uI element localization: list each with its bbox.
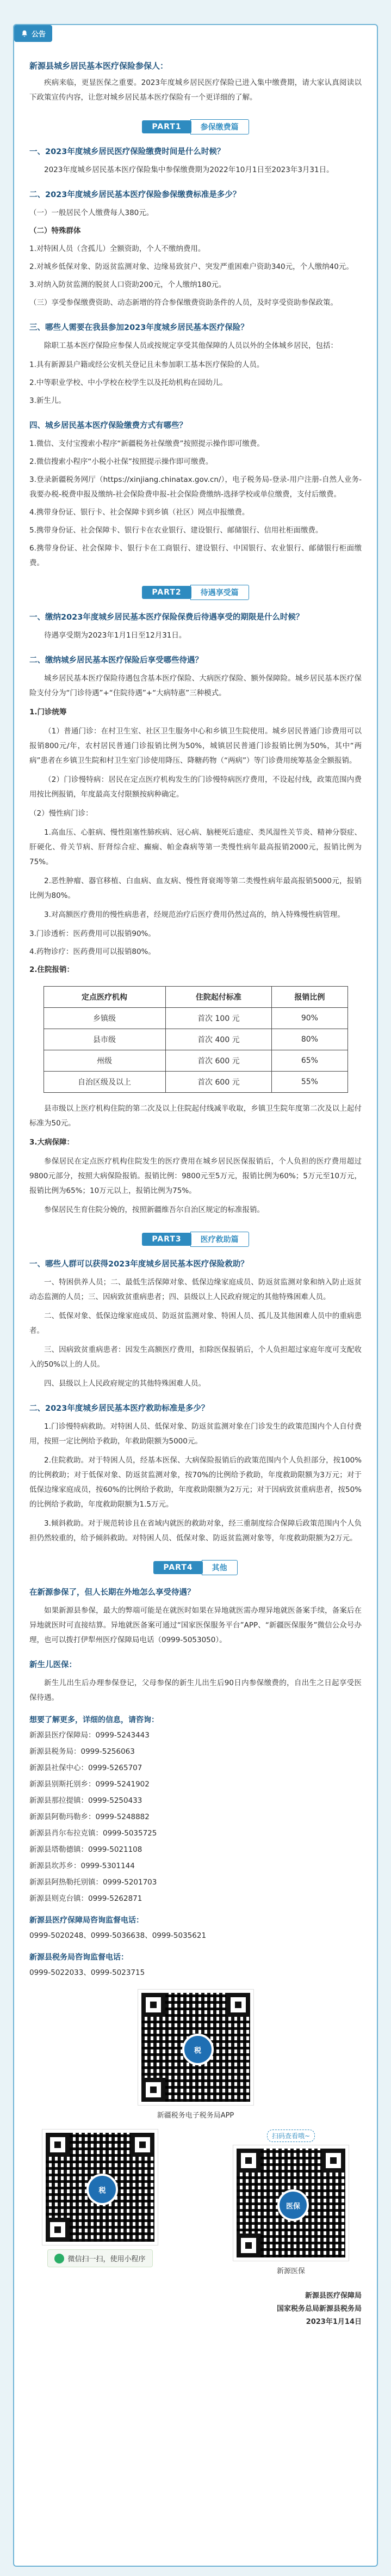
badge-label: 公告 bbox=[32, 30, 46, 39]
part4-name: 其他 bbox=[202, 1560, 238, 1575]
hotline-item: 新源县社保中心：0999-5265707 bbox=[29, 1764, 142, 1772]
table-cell: 首次 400 元 bbox=[165, 1029, 272, 1050]
major-title: 3.大病保障： bbox=[29, 1138, 75, 1147]
hotline-item: 新源县税务局：0999-5256063 bbox=[29, 1747, 135, 1756]
chronic-title: （2）慢性病门诊： bbox=[29, 809, 93, 818]
part2-q2-intro: 城乡居民基本医疗保险待遇包含基本医疗保险、大病医疗保险、额外保障险。城乡居民基本医疗保险支付分为“门诊待遇”+“住院待遇”+“大病特惠”三种模式。 bbox=[29, 674, 362, 697]
part1-q2-item: 2.对城乡低保对象、防返贫监测对象、边缘易致贫户、突发严重困难户资助340元，个人缴纳40元。 bbox=[29, 262, 353, 271]
part1-q3-item: 2.中等职业学校、中小学校在校学生以及托幼机构在园幼儿。 bbox=[29, 378, 227, 387]
miniprogram-qr-code[interactable] bbox=[42, 2130, 158, 2245]
part1-name: 参保缴费篇 bbox=[190, 119, 249, 134]
part1-q3-intro: 除职工基本医疗保险应参保人员或按规定享受其他保障的人员以外的全体城乡居民，包括： bbox=[44, 341, 338, 350]
part1-q3-item: 3.新生儿。 bbox=[29, 396, 66, 405]
notice-badge bbox=[14, 25, 52, 42]
table-cell: 90% bbox=[272, 1008, 347, 1029]
tax-logo-icon: 税 bbox=[86, 2174, 118, 2205]
part4-q1-title: 在新源参保了，但人长期在外地怎么享受待遇？ bbox=[29, 1588, 195, 1597]
part1-q4-item: 6.携带身份证、社会保障卡、银行卡在工商银行、建设银行、中国银行、农业银行、邮储银行柜面缴费。 bbox=[29, 544, 362, 567]
chronic-item: 2.恶性肿瘤、器官移植、白血病、血友病、慢性肾衰竭等第二类慢性病年最高报销5000元，报销比例为80%。 bbox=[29, 877, 362, 900]
monitor-phones: 0999-5020248、0999-5036638、0999-5035621 bbox=[29, 1931, 207, 1940]
part4-q2-text: 新生儿出生后办理参保登记，父母参保的新生儿出生后90日内参保缴费的，自出生之日起享受医保待遇。 bbox=[29, 1679, 362, 1702]
table-row bbox=[44, 1072, 347, 1093]
part2-q1-title: 一、缴纳2023年度城乡居民基本医疗保险保费后待遇享受的期限是什么时候？ bbox=[29, 613, 304, 622]
table-note: 县市级以上医疗机构住院的第二次及以上住院起付线减半收取，乡镇卫生院年度第二次及以上起付标准为50元。 bbox=[29, 1104, 362, 1128]
part2-label: PART2 bbox=[142, 586, 191, 599]
hotline-item: 新源县阿勒玛勒乡：0999-5248882 bbox=[29, 1813, 150, 1821]
table-cell: 自治区级及以上 bbox=[44, 1072, 165, 1093]
part3-q2-title: 二、2023年度城乡居民基本医疗救助标准是多少？ bbox=[29, 1404, 209, 1413]
bell-icon bbox=[21, 30, 28, 38]
outpatient-item: （2）门诊慢特病：居民在定点医疗机构发生的门诊慢特病医疗费用，不设起付线，政策范围内费用按比例报销，年度最高支付限额按病种确定。 bbox=[29, 775, 362, 799]
hotline-item: 新源县肖尔布拉克镇：0999-5035725 bbox=[29, 1829, 157, 1838]
left-qr-block bbox=[29, 2130, 171, 2275]
table-row bbox=[44, 1050, 347, 1072]
part1-q3-item: 1.具有新源县户籍或经公安机关登记且未参加职工基本医疗保险的人员。 bbox=[29, 360, 264, 369]
part1-q1-title: 一、2023年度城乡居民医疗保险缴费时间是什么时候？ bbox=[29, 148, 225, 156]
hotline-item: 新源县坎苏乡：0999-5301144 bbox=[29, 1862, 135, 1870]
medical-insurance-caption: 新源医保 bbox=[276, 2267, 305, 2275]
etax-qr-caption: 新疆税务电子税务局APP bbox=[157, 2112, 234, 2120]
part1-q4-item: 3.登录新疆税务网厅（https://xinjiang.chinatax.gov.cn/），电子税务局-登录-用户注册-自然人业务-我要办税-税费申报及缴纳-社会保险费申报-社会保险费缴纳-选择学校或单位缴费，支付后缴费。 bbox=[29, 475, 362, 499]
tax-title: 新源县税务局咨询监督电话： bbox=[29, 1953, 128, 1962]
footer-org: 新源县医疗保障局 bbox=[305, 2292, 362, 2300]
intro-paragraph: 疾病来临，更显医保之重要。2023年度城乡居民医疗保险已进入集中缴费期，请大家认真阅读以下政策宣传内容，让您对城乡居民基本医疗保险有一个更详细的了解。 bbox=[29, 78, 362, 102]
part1-header bbox=[29, 119, 362, 134]
table-row bbox=[44, 1029, 347, 1050]
table-header-row bbox=[44, 987, 347, 1008]
hotline-item: 新源县阿热勒托别镇：0999-5201703 bbox=[29, 1878, 157, 1887]
intro-title: 新源县城乡居民基本医疗保险参保人： bbox=[29, 61, 169, 71]
part3-label: PART3 bbox=[142, 1233, 191, 1246]
wechat-icon bbox=[54, 2254, 64, 2263]
footer-org: 国家税务总局新源县税务局 bbox=[276, 2305, 362, 2313]
hotline-item: 新源县塔勒德镇：0999-5021108 bbox=[29, 1845, 142, 1854]
medical-insurance-qr-code[interactable] bbox=[233, 2145, 349, 2261]
table-cell: 首次 600 元 bbox=[165, 1050, 272, 1072]
maternity-text: 参保居民生育住院分娩的，按照新疆维吾尔自治区规定的标准报销。 bbox=[44, 1206, 264, 1214]
outpatient-title: 1.门诊统筹 bbox=[29, 708, 67, 717]
table-cell: 州级 bbox=[44, 1050, 165, 1072]
part1-q2-item: 1.对特困人员（含孤儿）全额资助，个人不缴纳费用。 bbox=[29, 244, 206, 253]
hotline-item: 新源县别斯托别乡：0999-5241902 bbox=[29, 1780, 150, 1789]
hotline-item: 新源县医疗保障局：0999-5243443 bbox=[29, 1731, 150, 1740]
table-header-cell: 定点医疗机构 bbox=[44, 987, 165, 1008]
hotline-title: 想要了解更多，详细的信息，请咨询： bbox=[29, 1716, 159, 1724]
etax-qr-code[interactable] bbox=[138, 1990, 253, 2105]
part2-header bbox=[29, 585, 362, 600]
part1-q1-text: 2023年度城乡居民基本医疗保险集中参保缴费期为2022年10月1日至2023年3月31日。 bbox=[44, 166, 334, 174]
qr-row bbox=[29, 2130, 362, 2275]
part3-name: 医疗救助篇 bbox=[190, 1232, 249, 1247]
hotline-item: 新源县那拉提镇：0999-5250433 bbox=[29, 1796, 142, 1805]
major-text: 参保居民在定点医疗机构住院发生的医疗费用在城乡居民医保报销后，个人负担的医疗费用超过9800元部分，按照大病保险报销。报销比例：9800元至5万元，报销比例为60%；5万元至10万元，报销比例为65%；10万元以上，报销比例为75%。 bbox=[29, 1157, 362, 1195]
top-qr-block bbox=[29, 1990, 362, 2120]
part3-q2-item: 1.门诊慢特病救助。对特困人员、低保对象、防返贫监测对象在门诊发生的政策范围内个人自付费用，按照一定比例给予救助，年救助限额为5000元。 bbox=[29, 1422, 362, 1446]
scan-label: 微信扫一扫，使用小程序 bbox=[67, 2255, 146, 2263]
part1-q4-item: 1.微信、支付宝搜索小程序“新疆税务社保缴费”按照提示操作即可缴费。 bbox=[29, 439, 264, 448]
part2-name: 待遇享受篇 bbox=[190, 585, 249, 600]
table-cell: 县市级 bbox=[44, 1029, 165, 1050]
part3-q2-item: 2.住院救助。对于特困人员，经基本医保、大病保险报销后的政策范围内个人负担部分，按100%的比例救助；对于低保对象、防返贫监测对象，按70%的比例给予救助，年度救助限额为3万元；对于低保边缘家庭成员，按60%的比例给予救助，年度救助限额为2万元；对于因病致贫重病患者，按50%的比例给予救助，年度救助限额为1.5万元。 bbox=[29, 1456, 362, 1509]
outpatient-item: （1）普通门诊：在村卫生室、社区卫生服务中心和乡镇卫生院使用。城乡居民普通门诊费用可以报销800元/年，农村居民普通门诊报销比例为50%，城镇居民普通门诊报销比例为50%，其中“两病”患者在乡镇卫生院和村卫生室门诊使用降压、降糖药物（“两病”）等门诊费用统筹基金全额报销。 bbox=[29, 727, 362, 765]
inpatient-title: 2.住院报销： bbox=[29, 965, 75, 974]
part4-q2-title: 新生儿医保： bbox=[29, 1661, 77, 1669]
chronic-item: 1.高血压、心脏病、慢性阻塞性肺疾病、冠心病、脑梗死后遗症、类风湿性关节炎、精神分裂症、肝硬化、骨关节病、肝肾综合症、癫痫、帕金森病等第一类慢性病年最高报销2000元，报销比例为75%。 bbox=[29, 828, 362, 866]
part1-q2-title: 二、2023年度城乡居民基本医疗保险参保缴费标准是多少？ bbox=[29, 191, 241, 199]
hotline-list bbox=[29, 1714, 362, 1980]
part1-q4-item: 4.携带身份证、银行卡、社会保障卡到乡镇（社区）网点申报缴费。 bbox=[29, 508, 250, 517]
table-cell: 65% bbox=[272, 1050, 347, 1072]
notice-frame bbox=[13, 24, 378, 2567]
part1-label: PART1 bbox=[142, 120, 191, 133]
table-cell: 80% bbox=[272, 1029, 347, 1050]
special-item: 4.药物诊疗：医药费用可以报销80%。 bbox=[29, 947, 156, 956]
footer-signature bbox=[29, 2290, 362, 2329]
part3-q2-item: 3.倾斜救助。对于规范转诊且在省域内就医的救助对象，经三重制度综合保障后政策范围内个人负担仍然较重的，给予倾斜救助。对特困人员、低保对象、防返贫监测对象等，年度救助限额为2万元。 bbox=[29, 1519, 362, 1543]
medical-insurance-logo-icon: 医保 bbox=[277, 2189, 309, 2221]
table-cell: 乡镇级 bbox=[44, 1008, 165, 1029]
part3-header bbox=[29, 1232, 362, 1247]
part3-q1-text: 一、特困供养人员；二、最低生活保障对象、低保边缘家庭成员、防返贫监测对象和纳入防止返贫动态监测的人员；三、因病致贫重病患者；四、县级以上人民政府规定的其他特殊困难人员。 bbox=[29, 1278, 362, 1301]
part1-q3-title: 三、哪些人需要在我县参加2023年度城乡居民基本医疗保险？ bbox=[29, 323, 249, 332]
part4-q1-text: 如果新源县参保，最大的弊端可能是在就医时如果在异地就医需办理异地就医备案手续，备案后在异地就医时可直接结算。异地就医备案可通过“国家医保服务平台”APP、“新疆医保服务”微信公众号办理，也可以拨打伊犁州医疗保障局电话（0999-5053050）。 bbox=[29, 1606, 362, 1644]
part1-q4-item: 5.携带身份证、社会保障卡、银行卡在农业银行、建设银行、邮储银行、信用社柜面缴费。 bbox=[29, 526, 323, 535]
table-cell: 首次 100 元 bbox=[165, 1008, 272, 1029]
part3-q1-item: 三、因病致贫重病患者：因发生高额医疗费用，扣除医保报销后，个人负担超过家庭年度可支配收入的50%以上的人员。 bbox=[29, 1345, 362, 1369]
chronic-item: 3.对高额医疗费用的慢性病患者，经规范治疗后医疗费用仍然过高的，纳入特殊慢性病管理。 bbox=[44, 910, 345, 919]
scan-miniprogram-button[interactable] bbox=[47, 2249, 152, 2267]
hotline-item: 新源县则克台镇：0999-5262871 bbox=[29, 1894, 142, 1903]
right-qr-block bbox=[220, 2130, 362, 2275]
part2-q2-title: 二、缴纳城乡居民基本医疗保险后享受哪些待遇？ bbox=[29, 656, 203, 665]
special-item: 3.门诊透析：医药费用可以报销90%。 bbox=[29, 929, 156, 938]
table-cell: 首次 600 元 bbox=[165, 1072, 272, 1093]
part1-q2-item: 3.对纳入防贫监测的脱贫人口资助200元，个人缴纳180元。 bbox=[29, 280, 226, 289]
part4-label: PART4 bbox=[153, 1561, 202, 1574]
table-row bbox=[44, 1008, 347, 1029]
footer-date: 2023年1月14日 bbox=[306, 2318, 362, 2326]
tax-phones: 0999-5022033、0999-5023715 bbox=[29, 1968, 145, 1977]
part4-header bbox=[29, 1560, 362, 1575]
table-cell: 55% bbox=[272, 1072, 347, 1093]
part1-q4-item: 2.微信搜索小程序“小税小社保”按照提示操作即可缴费。 bbox=[29, 457, 213, 466]
monitor-title: 新源县医疗保障局咨询监督电话： bbox=[29, 1916, 144, 1925]
part1-q2-item: （三）享受参保缴费资助、动态新增的符合参保缴费资助条件的人员，及时享受资助参保政策。 bbox=[29, 298, 338, 307]
part3-q1-title: 一、哪些人群可以获得2023年度城乡居民基本医疗保险救助？ bbox=[29, 1260, 249, 1269]
inpatient-table bbox=[44, 986, 348, 1093]
table-header-cell: 报销比例 bbox=[272, 987, 347, 1008]
tax-logo-icon: 税 bbox=[182, 2034, 214, 2065]
part3-q1-item: 四、县级以上人民政府规定的其他特殊困难人员。 bbox=[44, 1379, 206, 1388]
table-header-cell: 住院起付标准 bbox=[165, 987, 272, 1008]
part2-q1-text: 待遇享受期为2023年1月1日至12月31日。 bbox=[44, 631, 187, 640]
part1-q4-title: 四、城乡居民基本医疗保险缴费方式有哪些？ bbox=[29, 421, 187, 430]
scan-tag: 扫码查看哦~ bbox=[267, 2130, 315, 2142]
part1-q2-item: （一）一般居民个人缴费每人380元。 bbox=[29, 209, 154, 217]
part1-q2-item: （二）特殊群体 bbox=[29, 227, 81, 235]
part3-q1-item: 二、低保对象、低保边缘家庭成员、防返贫监测对象、特困人员、孤儿及其他困难人员中的重病患者。 bbox=[29, 1312, 362, 1335]
